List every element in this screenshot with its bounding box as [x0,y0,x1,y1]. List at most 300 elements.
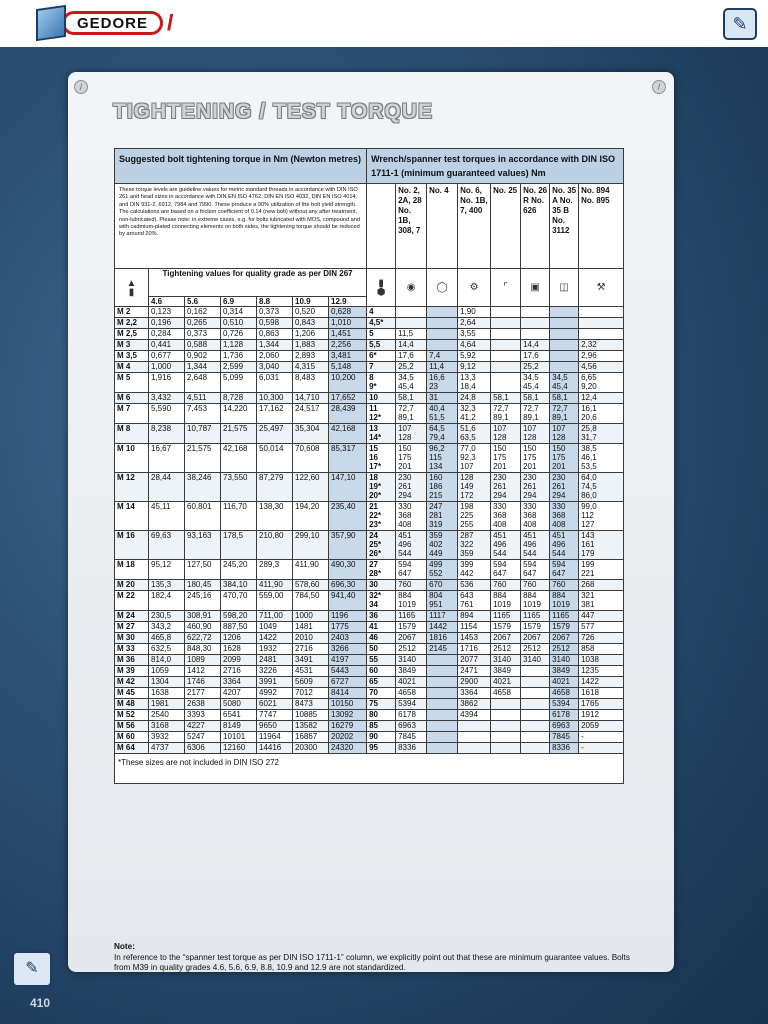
test-torque-value: 884 1019 [550,591,579,611]
torque-value: 13092 [329,710,367,721]
wrench-size: 70 [367,688,396,699]
test-torque-value [521,710,550,721]
torque-value: 598,20 [221,611,257,622]
test-torque-value: 58,1 [521,393,550,404]
test-torque-value: 4394 [458,710,491,721]
wrench-size: 65 [367,677,396,688]
test-torque-value: 499 552 [427,560,458,580]
test-torque-value [491,307,521,318]
test-torque-value: 38,5 46,1 53,5 [579,444,624,473]
wrench-size: 27 28* [367,560,396,580]
torque-value: 1638 [149,688,185,699]
wrench-size: 4 [367,307,396,318]
torque-value: 696,30 [329,580,367,591]
torque-value: 1059 [149,666,185,677]
bolt-size: M 8 [115,424,149,444]
wrench-test-header: Wrench/spanner test torques in accordance with DIN ISO 1711-1 (minimum guaranteed values) Nm [367,149,624,184]
note-block [114,942,634,974]
test-torque-value [579,318,624,329]
test-torque-value: 7,4 [427,351,458,362]
torque-value: 0,123 [149,307,185,318]
torque-value: 10,200 [329,373,367,393]
test-torque-value: 1165 [396,611,427,622]
torque-value: 4,315 [293,362,329,373]
test-torque-value: 72,7 89,1 [491,404,521,424]
test-torque-value: 2145 [427,644,458,655]
test-torque-value [427,710,458,721]
bolt-torque-header: Suggested bolt tightening torque in Nm (Newton metres) [115,149,367,184]
test-torque-value: 330 368 408 [491,502,521,531]
test-torque-value: 760 [396,580,427,591]
header-row [115,149,624,184]
torque-value: 16867 [293,732,329,743]
torque-value: 2099 [221,655,257,666]
torque-value: 2,648 [185,373,221,393]
torque-value: 0,902 [185,351,221,362]
torque-value: 116,70 [221,502,257,531]
test-torque-value: 96,2 115 134 [427,444,458,473]
table-row [115,373,624,393]
wrench-size: 36 [367,611,396,622]
l-key-icon: ⌜ [491,269,521,307]
table-row [115,502,624,531]
test-torque-value: 34,5 45,4 [521,373,550,393]
test-torque-value: 5394 [396,699,427,710]
torque-value: 1775 [329,622,367,633]
test-torque-value: 4021 [550,677,579,688]
test-torque-value: 2077 [458,655,491,666]
test-torque-value: 760 [521,580,550,591]
torque-value: 711,00 [257,611,293,622]
torque-value: 4992 [257,688,293,699]
test-torque-value [550,362,579,373]
torque-value: 411,90 [257,580,293,591]
test-torque-value [396,307,427,318]
test-torque-value: 16,6 23 [427,373,458,393]
bolt-size: M 39 [115,666,149,677]
table-row [115,580,624,591]
test-torque-value: 58,1 [550,393,579,404]
bolt-size: M 6 [115,393,149,404]
test-torque-value: 5,92 [458,351,491,362]
torque-value: 20202 [329,732,367,743]
test-torque-value [521,677,550,688]
test-torque-value: 536 [458,580,491,591]
torque-value: 3393 [185,710,221,721]
test-torque-value [491,351,521,362]
test-torque-value: 1618 [579,688,624,699]
torque-value: 210,80 [257,531,293,560]
bolt-size: M 10 [115,444,149,473]
torque-value: 1981 [149,699,185,710]
test-torque-value: 4021 [396,677,427,688]
test-torque-value [550,318,579,329]
test-torque-value: 6178 [396,710,427,721]
torque-value: 465,8 [149,633,185,644]
torque-value: 24320 [329,743,367,754]
torque-value: 42,168 [221,444,257,473]
manual-book-icon: ✎ [12,951,52,987]
torque-value: 2,599 [221,362,257,373]
test-torque-value: 4,56 [579,362,624,373]
test-torque-value [491,721,521,732]
test-torque-value [521,666,550,677]
test-torque-value: 64,5 79,4 [427,424,458,444]
test-torque-value: 17,6 [521,351,550,362]
torque-value: 1932 [257,644,293,655]
table-row [115,307,624,318]
torque-value: 13582 [293,721,329,732]
test-torque-value [427,340,458,351]
test-torque-value [521,307,550,318]
test-torque-value: 884 1019 [521,591,550,611]
torque-value: 25,497 [257,424,293,444]
test-torque-value: 150 175 201 [396,444,427,473]
test-torque-value: 594 647 [396,560,427,580]
test-torque-value: 2,96 [579,351,624,362]
test-torque-value: 3140 [396,655,427,666]
test-torque-value: 3862 [458,699,491,710]
test-torque-value: 2067 [491,633,521,644]
wrench-size: 75 [367,699,396,710]
test-torque-value: 72,7 89,1 [521,404,550,424]
test-torque-value: 894 [458,611,491,622]
torque-value: 5443 [329,666,367,677]
test-torque-value: 884 1019 [396,591,427,611]
torque-value: 411,90 [293,560,329,580]
test-torque-value: 9,12 [458,362,491,373]
blank-cell [367,184,396,269]
table-row [115,611,624,622]
test-torque-value [550,340,579,351]
torque-value: 3,481 [329,351,367,362]
test-torque-value: 13,3 18,4 [458,373,491,393]
wrench-size: 18 19* 20* [367,473,396,502]
test-torque-value: 2471 [458,666,491,677]
torque-value: 6,031 [257,373,293,393]
bolt-size: M 52 [115,710,149,721]
test-torque-value: 58,1 [491,393,521,404]
torque-value: 194,20 [293,502,329,531]
test-torque-value: 594 647 [491,560,521,580]
test-torque-value [491,373,521,393]
torque-value: 3364 [221,677,257,688]
wrench-size: 60 [367,666,396,677]
test-torque-value: 143 161 179 [579,531,624,560]
wrench-size: 5,5 [367,340,396,351]
test-torque-value [521,329,550,340]
torque-value: 12160 [221,743,257,754]
torque-value: 4,511 [185,393,221,404]
table-row [115,531,624,560]
test-torque-value: 1422 [579,677,624,688]
torque-value: 4207 [221,688,257,699]
torque-value: 1089 [185,655,221,666]
torque-value: 1196 [329,611,367,622]
table-row [115,688,624,699]
wrench-size: 21 22* 23* [367,502,396,531]
bolt-size: M 3 [115,340,149,351]
open-end-wrench-icon: ◉ [396,269,427,307]
torque-value: 2,893 [293,351,329,362]
torque-value: 470,70 [221,591,257,611]
torque-value: 5609 [293,677,329,688]
wrench-size: 24 25* 26* [367,531,396,560]
test-torque-value: 2,32 [579,340,624,351]
wrench-size: 30 [367,580,396,591]
torque-value: 0,373 [185,329,221,340]
test-torque-value [579,329,624,340]
torque-value: 6727 [329,677,367,688]
torque-value: 60,801 [185,502,221,531]
torque-value: 6541 [221,710,257,721]
test-torque-value: 1716 [458,644,491,655]
torque-value: 10150 [329,699,367,710]
test-torque-value: 726 [579,633,624,644]
test-torque-value [521,721,550,732]
test-torque-value: 670 [427,580,458,591]
grade-header: 6.9 [221,297,257,307]
torque-value: 14416 [257,743,293,754]
bolt-size: M 48 [115,699,149,710]
torque-value: 10,787 [185,424,221,444]
wrench-size: 6* [367,351,396,362]
torque-value: 3226 [257,666,293,677]
wrench-size: 13 14* [367,424,396,444]
torque-value: 7012 [293,688,329,699]
torque-value: 8473 [293,699,329,710]
torque-value: 7,453 [185,404,221,424]
torque-value: 2716 [221,666,257,677]
bolt-size: M 22 [115,591,149,611]
intro-row [115,184,624,269]
test-torque-value: 4658 [491,688,521,699]
bolt-size: M 2,5 [115,329,149,340]
test-torque-value: 51,6 63,5 [458,424,491,444]
table-row [115,444,624,473]
torque-value: 245,16 [185,591,221,611]
test-torque-value: 2900 [458,677,491,688]
combination-wrench-icon: ⚙ [458,269,491,307]
torque-value: 1746 [185,677,221,688]
test-torque-value [427,743,458,754]
test-torque-value: 58,1 [396,393,427,404]
wrench-header: No. 894 No. 895 [579,184,624,269]
screw-icon: / [652,80,666,94]
torque-value: 122,60 [293,473,329,502]
test-torque-value: 2512 [550,644,579,655]
torque-value: 814,0 [149,655,185,666]
test-torque-value: 1579 [550,622,579,633]
test-torque-value: 330 368 408 [550,502,579,531]
torque-value: 21,575 [221,424,257,444]
torque-value: 0,314 [221,307,257,318]
test-torque-value: 1117 [427,611,458,622]
test-torque-value [396,318,427,329]
grade-header: 10.9 [293,297,329,307]
torque-value: 0,284 [149,329,185,340]
test-torque-value: 5394 [550,699,579,710]
wrench-size: 32* 34 [367,591,396,611]
torque-value: 1,736 [221,351,257,362]
test-torque-value: 8336 [396,743,427,754]
intro-text: These torque levels are guideline values for metric standard threads in accordance with DIN ISO 261 and head sizes in accordance with DIN EN ISO 4762, DIN EN ISO 4032, DIN EN ISO 4014, and DIN 931-2, 6912, 7984 and 7990. These produce a 90% utilization of the bolt yield strength. The calculations are based on a friction coefficient of 0.14 (new bolt) without any after treatment, non-lubricated). Please note: in extreme cases, e.g. for bolts lubricated with MOS, compound and with cadmium-plated connecting elements on both sides, the tightening torque should be reduced by around 20%. [115,184,367,269]
test-torque-value: 1235 [579,666,624,677]
table-row [115,351,624,362]
quality-grade-label: Tightening values for quality grade as per DIN 267 [149,269,367,297]
test-torque-value: 72,7 89,1 [396,404,427,424]
torque-value: 3,040 [257,362,293,373]
torque-value: 235,40 [329,502,367,531]
test-torque-value: 14,4 [396,340,427,351]
test-torque-value [427,318,458,329]
torque-value: 0,441 [149,340,185,351]
wrench-header: No. 35 A No. 35 B No. 3112 [550,184,579,269]
torque-value: 0,588 [185,340,221,351]
torque-value: 784,50 [293,591,329,611]
test-torque-value: 760 [491,580,521,591]
torque-value: 2,060 [257,351,293,362]
torque-value: 16279 [329,721,367,732]
bolt-size: M 30 [115,633,149,644]
test-torque-value: 4658 [550,688,579,699]
torque-value: 848,30 [185,644,221,655]
wrench-size: 85 [367,721,396,732]
torque-value: 16,67 [149,444,185,473]
bolt-size: M 60 [115,732,149,743]
test-torque-value: 1453 [458,633,491,644]
test-torque-value: 11,4 [427,362,458,373]
bolt-size: M 42 [115,677,149,688]
test-torque-value: 4021 [491,677,521,688]
wrench-header: No. 4 [427,184,458,269]
wrench-size: 80 [367,710,396,721]
test-torque-value: 359 402 449 [427,531,458,560]
table-row [115,677,624,688]
gedore-logo-icon [36,6,167,40]
test-torque-value [427,721,458,732]
test-torque-value [491,710,521,721]
test-torque-value: - [579,743,624,754]
torque-value: 887,50 [221,622,257,633]
bolt-size: M 64 [115,743,149,754]
torque-value: 1422 [257,633,293,644]
torque-value: 4531 [293,666,329,677]
page-number: 410 [30,996,51,1010]
test-torque-value: 2067 [521,633,550,644]
torque-value: 10,300 [257,393,293,404]
bolt-size: M 2,2 [115,318,149,329]
test-torque-value: 760 [550,580,579,591]
test-torque-value: 34,5 45,4 [550,373,579,393]
test-torque-value [521,688,550,699]
torque-value: 4227 [185,721,221,732]
test-torque-value: 447 [579,611,624,622]
torque-value: 2403 [329,633,367,644]
test-torque-value: 11,5 [396,329,427,340]
test-torque-value: 107 128 [550,424,579,444]
torque-value: 343,2 [149,622,185,633]
table-row [115,473,624,502]
content-card [68,72,674,972]
torque-value: 1,206 [293,329,329,340]
torque-value: 85,317 [329,444,367,473]
torque-value: 178,5 [221,531,257,560]
test-torque-value: 1579 [396,622,427,633]
wrench-size: 7 [367,362,396,373]
torque-value: 1206 [221,633,257,644]
torque-value: 69,63 [149,531,185,560]
torque-value: 1481 [293,622,329,633]
grade-header: 8.8 [257,297,293,307]
test-torque-value: 7845 [550,732,579,743]
test-torque-value: 643 761 [458,591,491,611]
test-torque-value: 32,3 41,2 [458,404,491,424]
torque-value: 0,510 [221,318,257,329]
torque-value: 20300 [293,743,329,754]
table-row [115,633,624,644]
torque-value: 87,279 [257,473,293,502]
torque-value: 5080 [221,699,257,710]
note-text: In reference to the “spanner test torque as per DIN ISO 1711-1” column, we explicitly point out that these are minimum guarantee values. Bolts from M39 in quality grades 4.6, 5.6, 6.9, 8.8, 10.9 and 12.9 are not standardized. [114,952,630,972]
torque-value: 4737 [149,743,185,754]
test-torque-value: 107 128 [521,424,550,444]
wrench-size: 5 [367,329,396,340]
test-torque-value: 1165 [550,611,579,622]
test-torque-value: 3140 [491,655,521,666]
torque-value: 1000 [293,611,329,622]
torque-value: 180,45 [185,580,221,591]
test-torque-value: 128 149 172 [458,473,491,502]
test-torque-value: 24,8 [458,393,491,404]
torque-value: 941,40 [329,591,367,611]
torque-value: 8414 [329,688,367,699]
test-torque-value: 230 261 294 [491,473,521,502]
torque-value: 17,162 [257,404,293,424]
table-row [115,560,624,580]
test-torque-value: 451 496 544 [396,531,427,560]
test-torque-value: 230 261 294 [521,473,550,502]
test-torque-value: 330 368 408 [396,502,427,531]
test-torque-value: 2,64 [458,318,491,329]
torque-value: 0,598 [257,318,293,329]
footnote: *These sizes are not included in DIN ISO 272 [115,754,624,784]
top-bar [0,0,768,47]
bolt-size: M 27 [115,622,149,633]
test-torque-value: 330 368 408 [521,502,550,531]
table-row [115,329,624,340]
torque-value: 14,710 [293,393,329,404]
screw-icon: / [74,80,88,94]
torque-value: 2010 [293,633,329,644]
test-torque-value: 64,0 74,5 86,0 [579,473,624,502]
icon-row [115,269,624,297]
test-torque-value: 16,1 20,6 [579,404,624,424]
wrench-header: No. 25 [491,184,521,269]
torque-value: 0,162 [185,307,221,318]
torque-value: 230,5 [149,611,185,622]
bolt-size: M 7 [115,404,149,424]
table-row [115,404,624,424]
table-row [115,393,624,404]
torque-value: 299,10 [293,531,329,560]
torque-value: 1628 [221,644,257,655]
test-torque-value: 594 647 [550,560,579,580]
test-torque-value: 451 496 544 [521,531,550,560]
test-torque-value: 150 175 201 [491,444,521,473]
test-torque-value: 577 [579,622,624,633]
torque-value: 1,883 [293,340,329,351]
